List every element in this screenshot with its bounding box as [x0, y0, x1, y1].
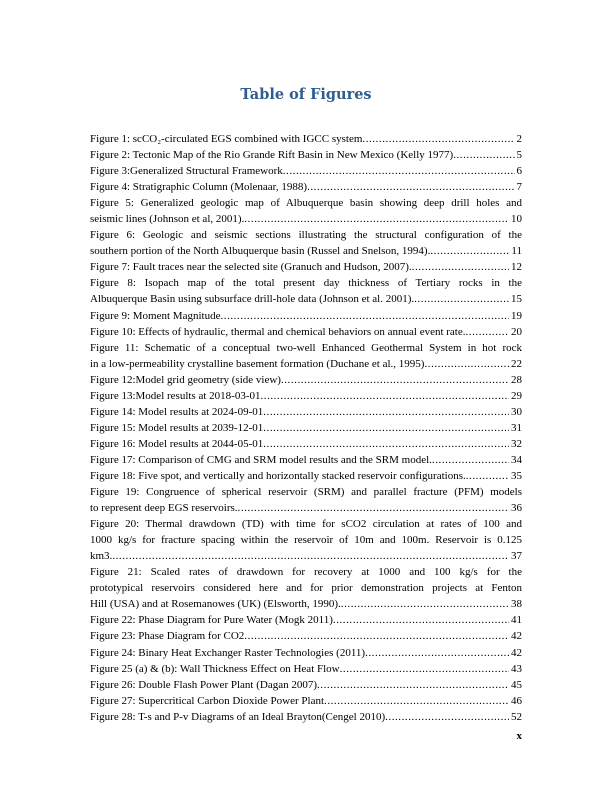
figure-entry[interactable] [90, 452, 522, 468]
figure-entry-page: 42 [511, 646, 522, 659]
figure-entry-page: 46 [511, 694, 522, 707]
figure-entry-page: 45 [511, 678, 522, 691]
page-title: Table of Figures [240, 86, 372, 103]
figure-entry-page: 42 [511, 630, 522, 643]
dot-leader [220, 308, 509, 324]
dot-leader [307, 179, 514, 195]
figure-entry-page: 12 [511, 261, 522, 274]
figure-entry-page: 43 [511, 662, 522, 675]
figure-entry-line: Figure 11: Schematic of a conceptual two-well Enhanced Geothermal System in hot rock [90, 341, 522, 354]
figure-entry[interactable] [90, 179, 522, 195]
figure-entry-line: 1000 kg/s for fracture spacing within the reservoir of 10m and 100m. Reservoir is 0.125 [90, 534, 522, 547]
figure-entry[interactable] [90, 436, 522, 452]
figure-entry[interactable] [90, 516, 522, 564]
dot-leader [424, 356, 509, 372]
figure-entry-page: 10 [511, 213, 522, 226]
figure-entry[interactable] [90, 227, 522, 259]
figure-entry-title: Figure 23: Phase Diagram for CO2 [90, 630, 245, 643]
figure-entry-page: 30 [511, 405, 522, 418]
figure-entry[interactable] [90, 468, 522, 484]
figure-entry[interactable] [90, 259, 522, 275]
figure-entry-page: 2 [516, 133, 522, 145]
figure-entry-line: Figure 20: Thermal drawdown (TD) with time for sCO2 circulation at rates of 100 and [90, 518, 522, 531]
dot-leader [432, 452, 509, 468]
figure-entry-title: Figure 2: Tectonic Map of the Rio Grande Rift Basin in New Mexico (Kelly 1977) [90, 149, 454, 162]
dot-leader [324, 693, 509, 709]
figure-entry[interactable] [90, 372, 522, 388]
figure-entry-page: 31 [511, 421, 522, 434]
figure-entry[interactable] [90, 404, 522, 420]
figure-entry[interactable] [90, 163, 522, 179]
dot-leader [362, 131, 514, 147]
figure-entry-line: prototypical reservoirs considered here and for prior demonstration projects at Fenton [90, 582, 522, 595]
figure-entry-title: Hill (USA) and at Rosemanowes (UK) (Elsworth, 1990). [90, 598, 341, 611]
figure-entry-page: 15 [511, 293, 522, 306]
dot-leader [260, 388, 509, 404]
figure-entry-page: 29 [511, 389, 522, 402]
figure-entry[interactable] [90, 564, 522, 612]
figure-entry-title: Figure 1: scCO₂-circulated EGS combined with IGCC system [90, 133, 363, 145]
figure-entry-page: 37 [511, 550, 522, 563]
dot-leader [263, 404, 509, 420]
figure-entry-title: km3. [90, 550, 113, 563]
figure-entry-page: 6 [516, 165, 522, 178]
figure-entry[interactable] [90, 677, 522, 693]
figure-entry-title: seismic lines (Johnson et al, 2001). [90, 213, 245, 226]
dot-leader [453, 147, 514, 163]
figure-entry-title: Figure 28: T-s and P-v Diagrams of an Ideal Brayton(Cengel 2010) [90, 710, 386, 723]
figure-entry[interactable] [90, 645, 522, 661]
figure-entry[interactable] [90, 131, 522, 147]
figure-entry-page: 36 [511, 502, 522, 515]
figure-entry-title: Figure 18: Five spot, and vertically and horizontally stacked reservoir configurations. [90, 469, 466, 482]
figure-entry[interactable] [90, 709, 522, 725]
figure-entry-page: 32 [511, 437, 522, 450]
figure-entry-title: Albuquerque Basin using subsurface drill-hole data (Johnson et al. 2001). [90, 293, 415, 306]
figure-entry[interactable] [90, 388, 522, 404]
figure-entry-title: Figure 14: Model results at 2024-09-01 [90, 405, 264, 418]
figure-entry-title: Figure 22: Phase Diagram for Pure Water (Mogk 2011) [90, 614, 333, 627]
dot-leader [317, 677, 509, 693]
dot-leader [244, 211, 509, 227]
figure-entry-title: Figure 16: Model results at 2044-05-01 [90, 437, 264, 450]
figure-entry-title: Figure 12:Model grid geometry (side view) [90, 373, 281, 386]
figure-entry[interactable] [90, 275, 522, 307]
dot-leader [333, 612, 509, 628]
figure-entry[interactable] [90, 661, 522, 677]
figure-entry[interactable] [90, 628, 522, 644]
dot-leader [412, 259, 509, 275]
dot-leader [466, 324, 510, 340]
dot-leader [281, 372, 509, 388]
figure-entry-line: Figure 21: Scaled rates of drawdown for recovery at 1000 and 100 kg/s for the [90, 566, 522, 579]
figure-entry-title: Figure 13:Model results at 2018-03-01 [90, 389, 261, 402]
figure-entry-page: 20 [511, 325, 522, 338]
figure-entry-line: Figure 19: Congruence of spherical reservoir (SRM) and parallel fracture (PFM) models [90, 486, 522, 499]
figure-entry-page: 7 [516, 181, 522, 194]
dot-leader [466, 468, 509, 484]
figure-entry-page: 28 [511, 373, 522, 386]
figure-entry[interactable] [90, 308, 522, 324]
figure-entry-title: in a low-permeability crystalline basement formation (Duchane et al., 1995) [90, 357, 425, 370]
figure-entry-title: Figure 24: Binary Heat Exchanger Raster Technologies (2011) [90, 646, 366, 659]
figure-entry-page: 52 [511, 710, 522, 723]
dot-leader [238, 500, 509, 516]
figure-entry[interactable] [90, 693, 522, 709]
figure-entry-title: southern portion of the North Albuquerque basin (Russel and Snelson, 1994). [90, 245, 431, 258]
figure-entry-title: Figure 4: Stratigraphic Column (Molenaar, 1988) [90, 181, 308, 194]
figure-entry-page: 5 [516, 149, 522, 162]
figure-entry[interactable] [90, 484, 522, 516]
figure-entry-title: Figure 9: Moment Magnitude [90, 309, 221, 322]
figure-entry-page: 22 [511, 357, 522, 370]
figure-entry[interactable] [90, 340, 522, 372]
figure-entry-title: Figure 7: Fault traces near the selected site (Granuch and Hudson, 2007). [90, 261, 412, 274]
figure-entry-line: Figure 5: Generalized geologic map of Albuquerque basin showing deep drill holes and [90, 197, 522, 210]
dot-leader [365, 645, 509, 661]
dot-leader [112, 548, 509, 564]
figure-entry-title: Figure 10: Effects of hydraulic, thermal and chemical behaviors on annual event rate. [90, 325, 466, 338]
dot-leader [414, 291, 509, 307]
figure-entry-title: Figure 3:Generalized Structural Framework [90, 165, 283, 178]
figure-entry-title: Figure 15: Model results at 2039-12-01 [90, 421, 264, 434]
dot-leader [244, 628, 509, 644]
figure-entry-page: 35 [511, 469, 522, 482]
figure-entry-line: Figure 6: Geologic and seismic sections illustrating the structural configuration of the [90, 229, 522, 242]
dot-leader [385, 709, 509, 725]
figure-entry-page: 41 [511, 614, 522, 627]
dot-leader [283, 163, 515, 179]
table-of-figures [90, 131, 522, 725]
figure-entry-title: Figure 25 (a) & (b): Wall Thickness Effect on Heat Flow [90, 662, 340, 675]
dot-leader [430, 243, 509, 259]
figure-entry-page: 34 [511, 453, 522, 466]
figure-entry-line: Figure 8: Isopach map of the total present day thickness of Tertiary rocks in the [90, 277, 522, 290]
dot-leader [341, 596, 509, 612]
figure-entry[interactable] [90, 612, 522, 628]
dot-leader [340, 661, 509, 677]
figure-entry[interactable] [90, 420, 522, 436]
figure-entry-page: 11 [511, 245, 522, 258]
figure-entry[interactable] [90, 147, 522, 163]
dot-leader [263, 420, 509, 436]
dot-leader [263, 436, 509, 452]
figure-entry-page: 38 [511, 598, 522, 611]
figure-entry-title: Figure 26: Double Flash Power Plant (Dagan 2007) [90, 678, 317, 691]
page-number: x [516, 730, 522, 742]
figure-entry-page: 19 [511, 309, 522, 322]
figure-entry-title: to represent deep EGS reservoirs. [90, 502, 238, 515]
figure-entry[interactable] [90, 324, 522, 340]
figure-entry-title: Figure 27: Supercritical Carbon Dioxide Power Plant [90, 694, 325, 707]
figure-entry-title: Figure 17: Comparison of CMG and SRM model results and the SRM model. [90, 453, 432, 466]
figure-entry[interactable] [90, 195, 522, 227]
